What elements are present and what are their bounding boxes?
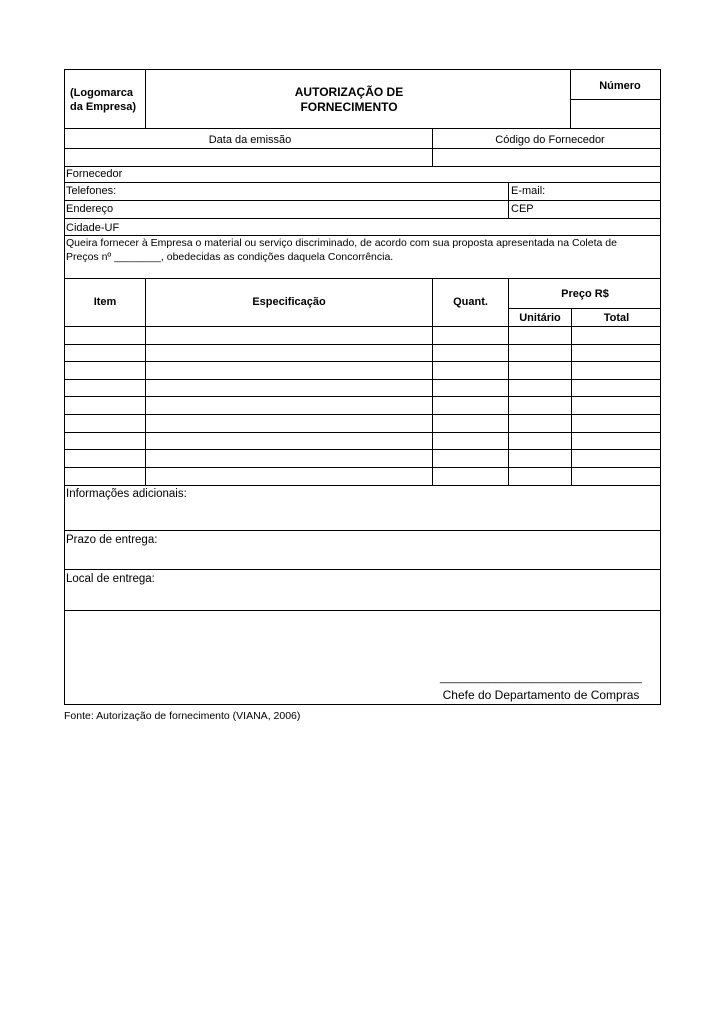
email-cep-divider (508, 182, 509, 218)
number-label: Número (599, 80, 641, 92)
form-title-line1: AUTORIZAÇÃO DE (294, 85, 404, 99)
number-field[interactable] (571, 100, 660, 127)
supplier-line (64, 182, 661, 183)
delivery-deadline-label: Prazo de entrega: (66, 534, 158, 546)
column-header-unit-price: Unitário (519, 312, 561, 324)
source-caption: Fonte: Autorização de fornecimento (VIANA, 2006) (64, 710, 301, 722)
signature-line: _________________________________ (440, 672, 642, 684)
price-header-line (508, 308, 661, 309)
table-row-line (64, 396, 661, 397)
delivery-place-field[interactable] (65, 587, 660, 609)
specification-column-divider (432, 278, 433, 485)
request-text-line1: Queira fornecer à Empresa o material ou serviço discriminado, de acordo com sua proposta apresentada na Coleta de (66, 237, 617, 249)
additional-info-bottom-line (64, 530, 661, 531)
issue-date-bottom-line (64, 166, 661, 167)
table-row-line (64, 379, 661, 380)
logo-placeholder-line1: (Logomarca (70, 87, 133, 99)
column-header-price: Preço R$ (561, 288, 609, 300)
column-header-quantity: Quant. (453, 296, 488, 308)
table-bottom-line (64, 485, 661, 486)
header-divider-logo (145, 69, 146, 128)
delivery-deadline-field[interactable] (65, 548, 660, 568)
address-label: Endereço (66, 203, 114, 215)
request-text-line2: Preços nº ________, obedecidas as condições daquela Concorrência. (66, 251, 394, 263)
table-row-line (64, 414, 661, 415)
delivery-deadline-bottom-line (64, 569, 661, 570)
additional-info-label: Informações adicionais: (66, 488, 187, 500)
cep-label: CEP (511, 203, 534, 215)
quantity-column-divider (508, 278, 509, 485)
city-label: Cidade-UF (66, 222, 120, 234)
request-bottom-line (64, 278, 661, 279)
table-row-line (64, 361, 661, 362)
item-column-divider (145, 278, 146, 485)
table-row-line (64, 432, 661, 433)
signature-title: Chefe do Departamento de Compras (442, 688, 640, 702)
phones-line (64, 200, 661, 201)
form-title-line2: FORNECIMENTO (300, 100, 398, 114)
supplier-code-label: Código do Fornecedor (495, 134, 605, 146)
table-row-line (64, 467, 661, 468)
issue-date-label: Data da emissão (208, 134, 292, 146)
city-line (64, 235, 661, 236)
column-header-total: Total (603, 312, 630, 324)
email-label: E-mail: (511, 185, 546, 197)
table-row-line (64, 449, 661, 450)
table-row-line (64, 344, 661, 345)
additional-info-field[interactable] (65, 502, 660, 529)
column-header-specification: Especificação (252, 296, 326, 308)
delivery-place-bottom-line (64, 610, 661, 611)
header-bottom-line (64, 128, 661, 129)
logo-placeholder-line2: da Empresa) (70, 101, 137, 113)
delivery-place-label: Local de entrega: (66, 573, 155, 585)
column-header-item: Item (93, 296, 117, 308)
table-header-bottom-line (64, 326, 661, 327)
supplier-label: Fornecedor (66, 168, 123, 180)
address-line (64, 218, 661, 219)
phones-label: Telefones: (66, 185, 117, 197)
issue-date-field[interactable] (65, 149, 431, 165)
supplier-code-field[interactable] (433, 149, 660, 165)
